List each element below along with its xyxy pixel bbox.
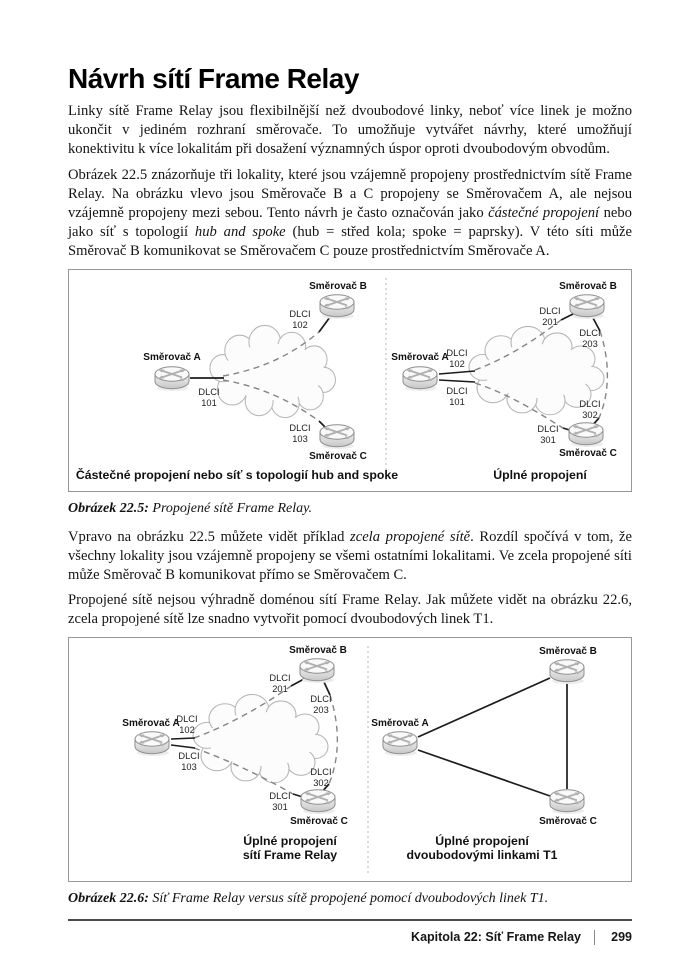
figure-22-6	[68, 637, 632, 882]
text-run-italic: hub and spoke	[194, 224, 286, 241]
router-b-label: Směrovač B	[289, 644, 347, 656]
dlci-label-b-left	[269, 673, 290, 694]
t1-link-a-c	[418, 750, 550, 796]
router-c-label: Směrovač C	[290, 815, 348, 827]
text-run-italic: zcela propojené sítě	[350, 528, 471, 545]
page-footer	[68, 919, 632, 945]
router-a-label: Směrovač A	[143, 351, 201, 363]
router-a-label: Směrovač A	[122, 717, 180, 729]
dlci-number: 203	[582, 338, 598, 349]
dlci-label-c-top	[310, 767, 331, 788]
dlci-label-a-top	[176, 714, 197, 735]
dlci-number: 103	[181, 761, 197, 772]
dlci-label-c-left	[537, 424, 558, 445]
link-a-stub-2	[171, 745, 195, 748]
dlci-label-b-right	[579, 328, 600, 349]
router-b-label: Směrovač B	[539, 645, 597, 657]
dlci-word: DLCI	[579, 327, 601, 338]
dlci-word: DLCI	[310, 766, 332, 777]
router-c-label: Směrovač C	[539, 815, 597, 827]
text-run: Obrázek 22.5 znázorňuje tři lokality, které jsou vzájemně propojeny prostřednictvím sítě Frame Relay. Na obrázku vlevo jsou Směrovače B a C propojeny se Směrovačem A, ale nejsou vzájemně propojeny mezi sebou. Tento návrh je často označován jako	[68, 166, 632, 222]
figure-22-6-caption	[68, 890, 632, 908]
dlci-word: DLCI	[537, 423, 559, 434]
dlci-number: 201	[542, 316, 558, 327]
dlci-number: 102	[449, 358, 465, 369]
dlci-word: DLCI	[446, 347, 468, 358]
panel-caption-line2: dvoubodovými linkami T1	[406, 847, 558, 862]
dlci-label-a	[198, 387, 219, 408]
dlci-label-a-bottom	[178, 751, 199, 772]
dlci-label-a-top	[446, 348, 467, 369]
dlci-word: DLCI	[310, 693, 332, 704]
dlci-number: 302	[582, 409, 598, 420]
text-run: nebo jako síť s topologií	[68, 205, 632, 241]
dlci-word: DLCI	[289, 422, 311, 433]
dlci-number: 301	[272, 801, 288, 812]
hub-and-spoke-panel	[76, 281, 398, 482]
dlci-number: 101	[449, 396, 465, 407]
router-b-icon	[570, 294, 604, 318]
dlci-label-b-right	[310, 694, 331, 715]
caption-label: Obrázek 22.6:	[68, 890, 149, 906]
router-c-label: Směrovač C	[309, 450, 367, 462]
link-a-stub-1	[171, 738, 195, 739]
caption-label: Obrázek 22.5:	[68, 500, 149, 516]
figure-22-5-diagram	[69, 270, 631, 491]
text-run: (hub = střed kola; spoke = paprsky). V této síti může Směrovač B komunikovat se Směrovačem C pouze prostřednictvím Směrovače A.	[68, 224, 632, 260]
text-run: Vpravo na obrázku 22.5 můžete vidět příklad	[68, 528, 351, 545]
dlci-word: DLCI	[289, 308, 311, 319]
dlci-number: 301	[540, 434, 556, 445]
router-b-label: Směrovač B	[559, 280, 617, 292]
figure-22-5-caption	[68, 500, 632, 518]
caption-text: Síť Frame Relay versus sítě propojené pomocí dvoubodových linek T1.	[148, 890, 549, 906]
dlci-label-b	[289, 309, 310, 330]
paragraph-1: Linky sítě Frame Relay jsou flexibilnější než dvoubodové linky, neboť více linek je možno ukončit v jediném rozhraní směrovače. To umožňuje vytvářet návrhy, které umožňují konektivitu k více lokalitám při dosažení významných úspor oproti dvoubodovým obvodům.	[68, 103, 632, 158]
router-a-icon	[135, 731, 169, 755]
router-c-icon	[550, 789, 584, 813]
page-title: Návrh sítí Frame Relay	[68, 63, 359, 94]
router-c-icon	[569, 422, 603, 446]
footer-line	[68, 921, 632, 945]
paragraph-2	[68, 166, 632, 262]
dlci-word: DLCI	[269, 790, 291, 801]
router-c-icon	[320, 424, 354, 448]
dlci-word: DLCI	[198, 386, 220, 397]
dlci-number: 102	[179, 724, 195, 735]
router-b-icon	[550, 659, 584, 683]
footer-chapter: Kapitola 22: Síť Frame Relay	[411, 930, 581, 945]
router-b-icon	[320, 294, 354, 318]
dlci-label-a-bottom	[446, 386, 467, 407]
panel-caption: Částečné propojení nebo síť s topologií hub and spoke	[75, 467, 399, 482]
panel-caption-line1: Úplné propojení	[435, 833, 529, 848]
full-mesh-panel	[391, 281, 617, 482]
t1-link-a-b	[418, 678, 550, 737]
caption-text: Propojené sítě Frame Relay.	[148, 500, 313, 516]
t1-mesh-panel	[371, 646, 597, 862]
footer-page-number: 299	[611, 930, 632, 945]
dlci-label-c	[289, 423, 310, 444]
text-run: . Rozdíl spočívá v tom, že všechny lokality jsou vzájemně propojeny se všemi ostatními lokalitami. Ve zcela propojené síti může Směrovač B komunikovat přímo se Směrovačem C.	[68, 528, 632, 584]
dlci-word: DLCI	[579, 398, 601, 409]
dlci-label-b-left	[539, 306, 560, 327]
dlci-number: 203	[313, 704, 329, 715]
frame-relay-cloud	[193, 694, 328, 782]
dlci-label-c-left	[269, 791, 290, 812]
router-c-icon	[301, 789, 335, 813]
full-mesh-frame-relay-panel	[122, 645, 348, 862]
dlci-word: DLCI	[178, 750, 200, 761]
figure-22-6-diagram	[69, 638, 631, 881]
router-a-icon	[383, 731, 417, 755]
panel-caption: Úplné propojení	[493, 467, 587, 482]
dlci-word: DLCI	[176, 713, 198, 724]
dlci-word: DLCI	[269, 672, 291, 683]
router-b-icon	[300, 658, 334, 682]
router-a-icon	[155, 366, 189, 390]
figure-22-5	[68, 269, 632, 492]
router-b-label: Směrovač B	[309, 280, 367, 292]
dlci-word: DLCI	[539, 305, 561, 316]
text-run-italic: částečné propojení	[488, 205, 600, 222]
paragraph-3	[68, 528, 632, 586]
link-a-stub-2	[439, 380, 475, 382]
frame-relay-cloud	[210, 325, 336, 417]
router-a-icon	[403, 366, 437, 390]
dlci-number: 103	[292, 433, 308, 444]
dlci-label-c-top	[579, 399, 600, 420]
dlci-number: 102	[292, 319, 308, 330]
paragraph-4: Propojené sítě nejsou výhradně doménou sítí Frame Relay. Jak můžete vidět na obrázku 22.6, zcela propojené sítě lze snadno vytvořit pomocí dvoubodových linek T1.	[68, 592, 632, 628]
router-c-label: Směrovač C	[559, 447, 617, 459]
panel-caption-line1: Úplné propojení	[243, 833, 337, 848]
link-b-stub	[319, 317, 330, 332]
panel-caption-line2: sítí Frame Relay	[242, 847, 338, 862]
dlci-number: 201	[272, 683, 288, 694]
dlci-word: DLCI	[446, 385, 468, 396]
dlci-number: 302	[313, 777, 329, 788]
footer-separator	[594, 930, 595, 945]
dlci-number: 101	[201, 397, 217, 408]
router-a-label: Směrovač A	[391, 351, 449, 363]
router-a-label: Směrovač A	[371, 717, 429, 729]
